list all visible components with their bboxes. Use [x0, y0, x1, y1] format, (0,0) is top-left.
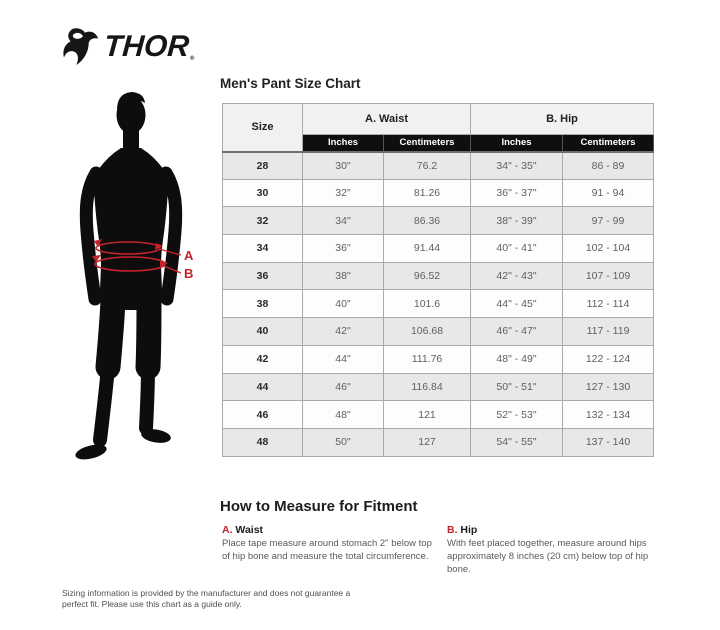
- size-cell: 28: [223, 152, 303, 180]
- hip-inches-cell: 38" - 39": [471, 207, 563, 235]
- brand-trademark: ®: [190, 56, 195, 62]
- hip-centimeters-cell: 122 - 124: [563, 345, 654, 373]
- col-header-hip: B. Hip: [471, 104, 654, 135]
- group-header-row: [223, 104, 654, 135]
- size-cell: 32: [223, 207, 303, 235]
- brand-wordmark: THOR: [102, 30, 191, 63]
- waist-inches-cell: 34": [303, 207, 384, 235]
- waist-label-a: A: [184, 248, 194, 263]
- col-header-waist-centimeters: Centimeters: [384, 135, 471, 152]
- table-row: [223, 152, 654, 180]
- measure-hip-heading: [447, 524, 669, 536]
- hip-centimeters-cell: 132 - 134: [563, 401, 654, 429]
- hip-centimeters-cell: 97 - 99: [563, 207, 654, 235]
- page-title: Men's Pant Size Chart: [220, 76, 361, 91]
- hip-inches-cell: 50" - 51": [471, 373, 563, 401]
- size-cell: 48: [223, 428, 303, 456]
- waist-inches-cell: 38": [303, 262, 384, 290]
- measure-waist-key: A.: [222, 524, 233, 536]
- waist-inches-cell: 32": [303, 179, 384, 207]
- waist-centimeters-cell: 81.26: [384, 179, 471, 207]
- measure-section-title: How to Measure for Fitment: [220, 498, 418, 515]
- size-cell: 38: [223, 290, 303, 318]
- table-row: [223, 345, 654, 373]
- hip-centimeters-cell: 127 - 130: [563, 373, 654, 401]
- hip-centimeters-cell: 102 - 104: [563, 235, 654, 263]
- table-row: [223, 373, 654, 401]
- size-cell: 34: [223, 235, 303, 263]
- measure-waist-heading: [222, 524, 440, 536]
- waist-inches-cell: 44": [303, 345, 384, 373]
- measure-waist-block: [222, 524, 440, 564]
- table-row: [223, 235, 654, 263]
- hip-centimeters-cell: 91 - 94: [563, 179, 654, 207]
- size-chart-table: [222, 103, 654, 457]
- col-header-waist-inches: Inches: [303, 135, 384, 152]
- hip-inches-cell: 34" - 35": [471, 152, 563, 180]
- disclaimer-text: Sizing information is provided by the manufacturer and does not guarantee a perfect fit. Please use this chart as a guide only.: [62, 588, 351, 610]
- hip-inches-cell: 44" - 45": [471, 290, 563, 318]
- measure-waist-name: Waist: [235, 524, 264, 536]
- hip-centimeters-cell: 117 - 119: [563, 318, 654, 346]
- size-cell: 46: [223, 401, 303, 429]
- size-cell: 40: [223, 318, 303, 346]
- hip-inches-cell: 52" - 53": [471, 401, 563, 429]
- col-header-size: Size: [223, 104, 303, 152]
- hip-inches-cell: 46" - 47": [471, 318, 563, 346]
- measure-hip-text: With feet placed together, measure around hips approximately 8 inches (20 cm) below top of hip bone.: [447, 538, 649, 575]
- hip-inches-cell: 36" - 37": [471, 179, 563, 207]
- waist-inches-cell: 30": [303, 152, 384, 180]
- waist-inches-cell: 42": [303, 318, 384, 346]
- col-header-hip-centimeters: Centimeters: [563, 135, 654, 152]
- hip-inches-cell: 48" - 49": [471, 345, 563, 373]
- hip-centimeters-cell: 86 - 89: [563, 152, 654, 180]
- thor-bull-icon: [62, 28, 102, 66]
- hip-centimeters-cell: 107 - 109: [563, 262, 654, 290]
- waist-centimeters-cell: 111.76: [384, 345, 471, 373]
- measure-waist-text: Place tape measure around stomach 2" below top of hip bone and measure the total circumference.: [222, 538, 432, 562]
- measure-hip-name: Hip: [460, 524, 478, 536]
- waist-centimeters-cell: 76.2: [384, 152, 471, 180]
- size-table-body: [223, 152, 654, 457]
- waist-inches-cell: 40": [303, 290, 384, 318]
- col-header-hip-inches: Inches: [471, 135, 563, 152]
- fit-diagram: [64, 88, 216, 470]
- measure-hip-key: B.: [447, 524, 458, 536]
- table-row: [223, 401, 654, 429]
- table-row: [223, 262, 654, 290]
- waist-inches-cell: 48": [303, 401, 384, 429]
- waist-centimeters-cell: 96.52: [384, 262, 471, 290]
- table-row: [223, 179, 654, 207]
- waist-inches-cell: 50": [303, 428, 384, 456]
- hip-centimeters-cell: 137 - 140: [563, 428, 654, 456]
- waist-centimeters-cell: 91.44: [384, 235, 471, 263]
- size-cell: 36: [223, 262, 303, 290]
- hip-inches-cell: 54" - 55": [471, 428, 563, 456]
- col-header-waist: A. Waist: [303, 104, 471, 135]
- waist-centimeters-cell: 127: [384, 428, 471, 456]
- waist-inches-cell: 46": [303, 373, 384, 401]
- table-row: [223, 428, 654, 456]
- waist-centimeters-cell: 86.36: [384, 207, 471, 235]
- table-row: [223, 318, 654, 346]
- waist-centimeters-cell: 121: [384, 401, 471, 429]
- hip-inches-cell: 40" - 41": [471, 235, 563, 263]
- size-cell: 44: [223, 373, 303, 401]
- measure-hip-block: [447, 524, 669, 576]
- size-cell: 42: [223, 345, 303, 373]
- size-cell: 30: [223, 179, 303, 207]
- hip-centimeters-cell: 112 - 114: [563, 290, 654, 318]
- table-row: [223, 207, 654, 235]
- waist-centimeters-cell: 101.6: [384, 290, 471, 318]
- table-row: [223, 290, 654, 318]
- waist-centimeters-cell: 106.68: [384, 318, 471, 346]
- male-silhouette: [64, 88, 216, 470]
- hip-inches-cell: 42" - 43": [471, 262, 563, 290]
- hip-label-b: B: [184, 266, 194, 281]
- waist-centimeters-cell: 116.84: [384, 373, 471, 401]
- brand-logo: [62, 27, 194, 67]
- waist-inches-cell: 36": [303, 235, 384, 263]
